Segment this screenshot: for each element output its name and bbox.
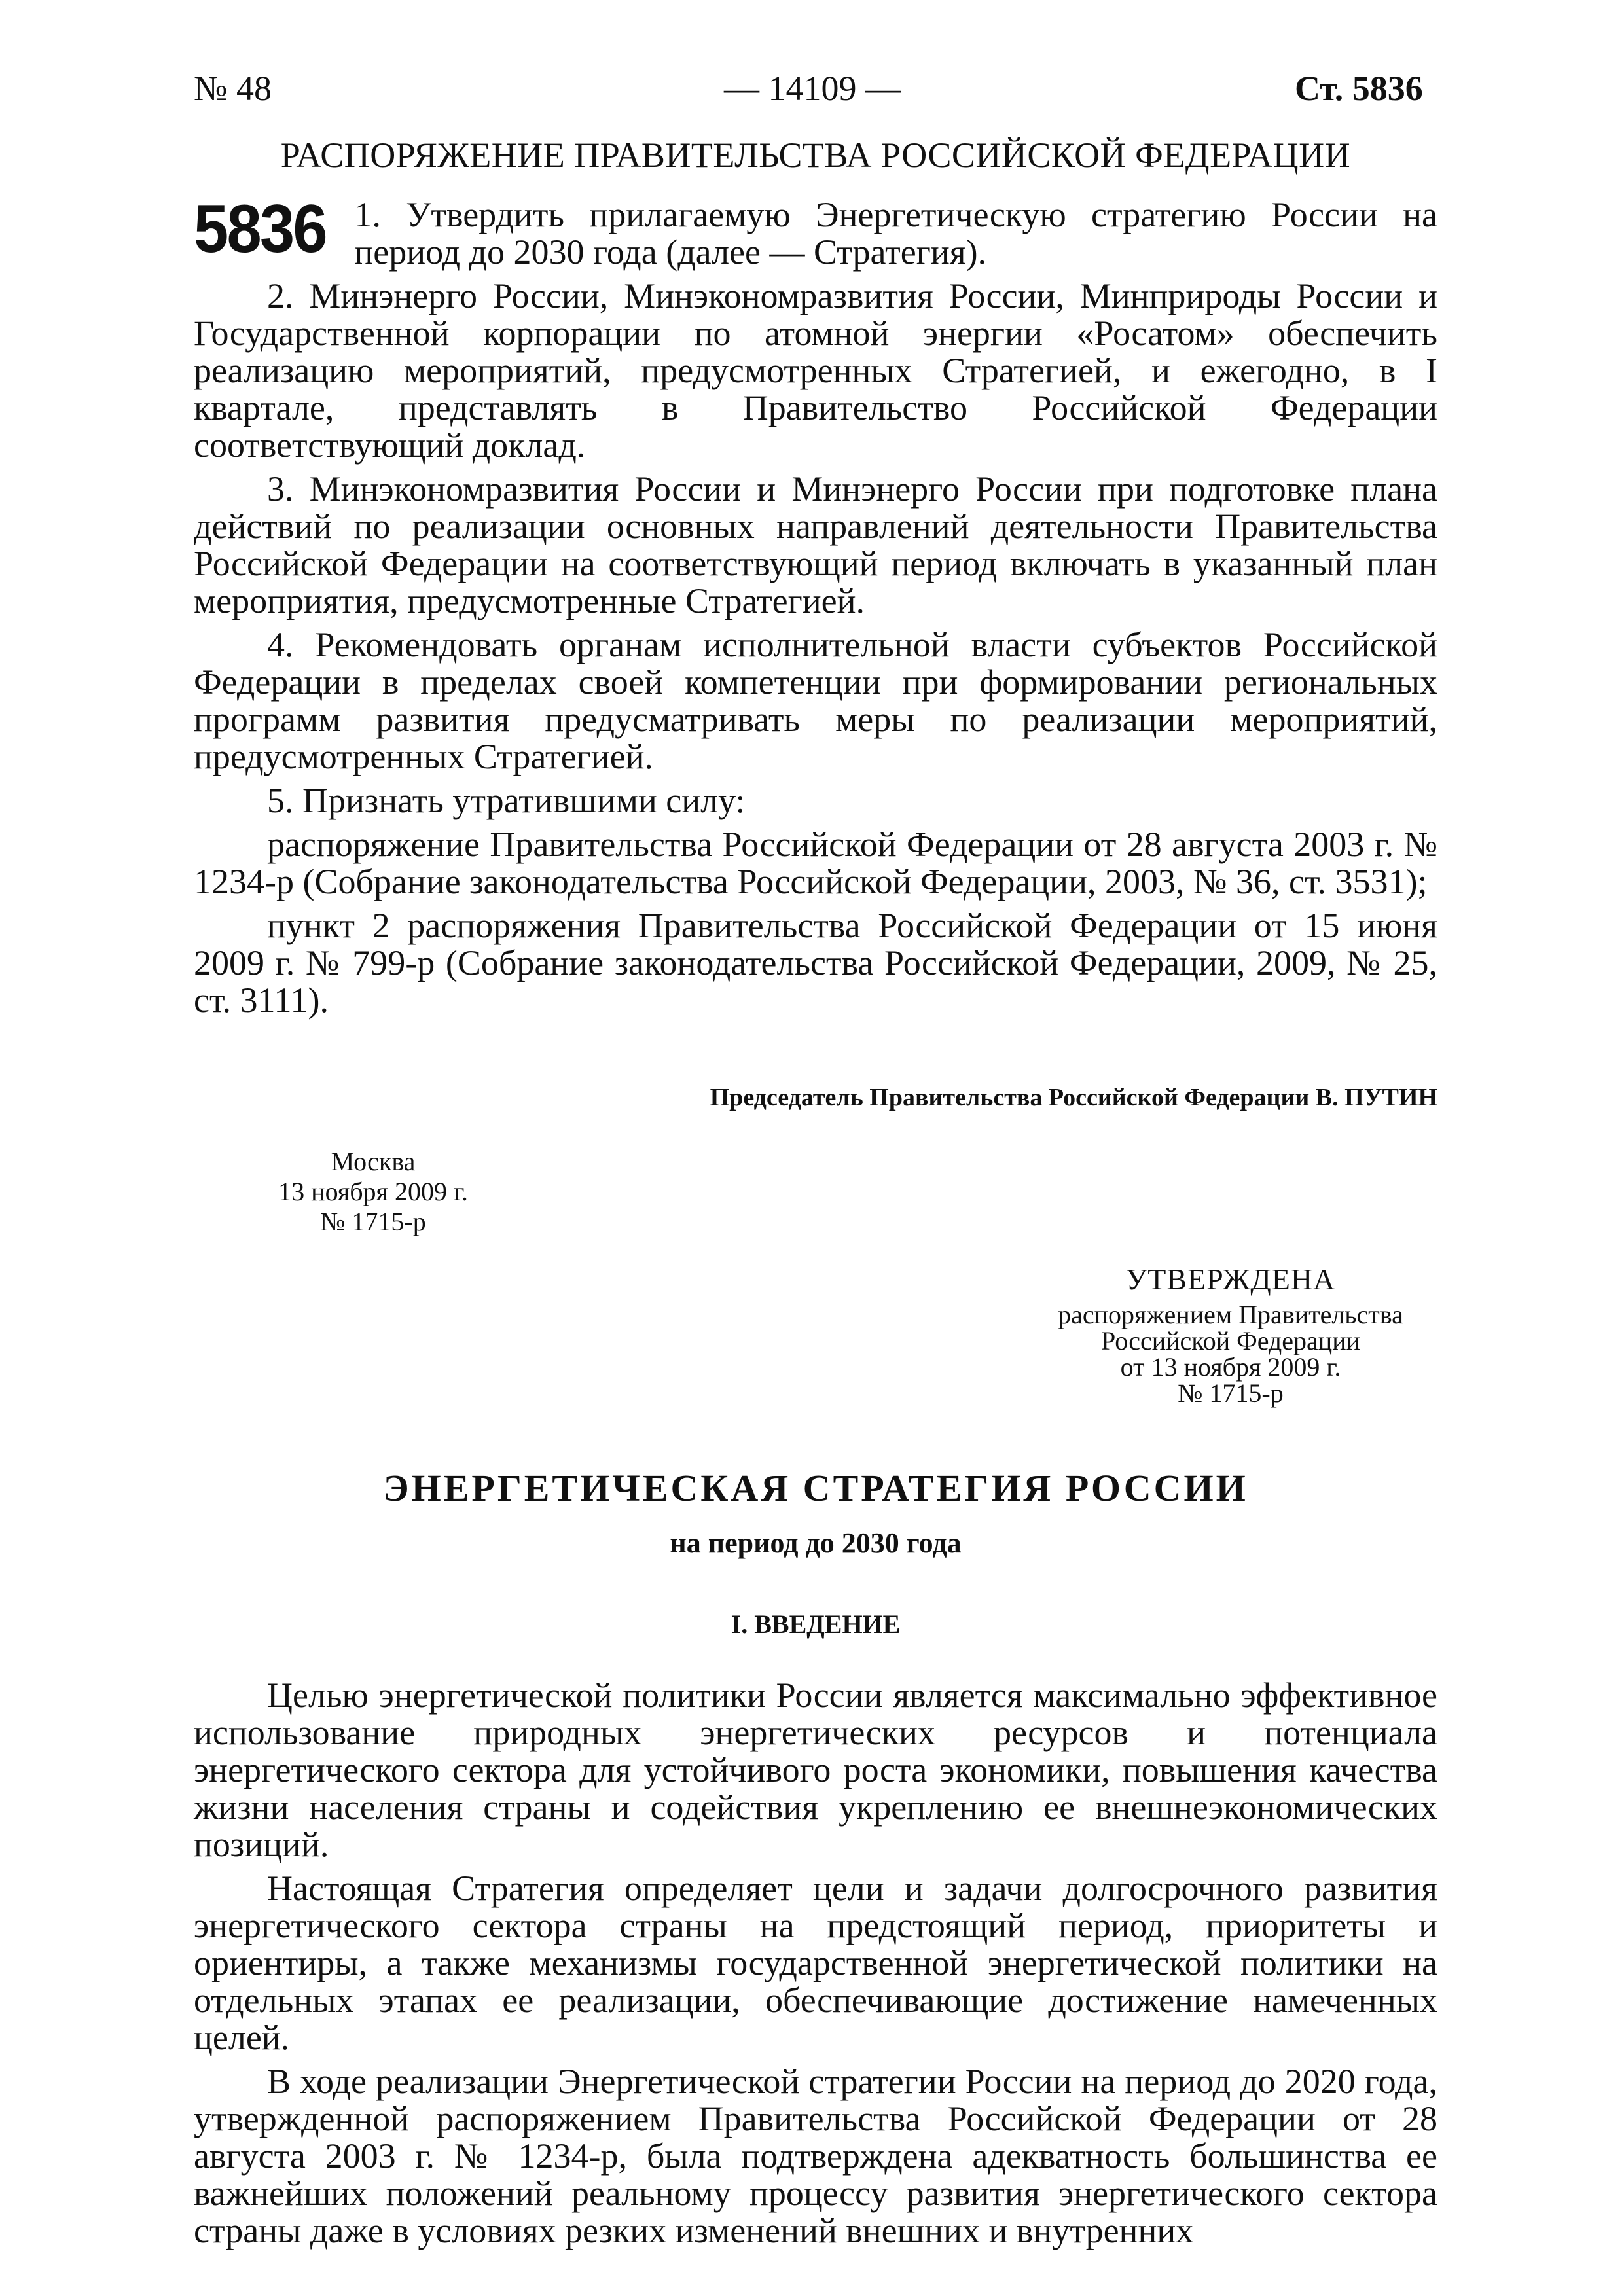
paragraph-4: 4. Рекомендовать органам исполнительной власти субъектов Российской Федерации в пределах своей компетенции при формировании региональных программ развития предусматривать меры по реализации мероприятий, предусмотренных Стратегией.	[194, 625, 1437, 776]
approval-line-4: № 1715-р	[1178, 1378, 1284, 1408]
paragraph-text: 1. Утвердить прилагаемую Энергетическую стратегию России на период до 2030 года (далее — Стратегия).	[354, 195, 1437, 272]
paragraph-1	[194, 191, 1437, 272]
paragraph-2: 2. Минэнерго России, Минэкономразвития России, Минприроды России и Государственной корпорации по атомной энергии «Росатом» обеспечить реализацию мероприятий, предусмотренных Стратегией, и ежегодно, в I квартале, представлять в Правительство Российской Федерации соответствующий доклад.	[194, 276, 1437, 465]
approval-title: УТВЕРЖДЕНА	[1125, 1263, 1336, 1296]
order-date: 13 ноября 2009 г.	[278, 1177, 468, 1206]
intro-paragraph-2: Настоящая Стратегия определяет цели и задачи долгосрочного развития энергетического сектора страны на предстоящий период, приоритеты и ориентиры, а также механизмы государственной энергетической политики на отдельных этапах ее реализации, обеспечивающие достижение намеченных целей.	[194, 1869, 1437, 2057]
issue-number: № 48	[194, 69, 272, 108]
strategy-title: ЭНЕРГЕТИЧЕСКАЯ СТРАТЕГИЯ РОССИИ	[383, 1467, 1248, 1509]
paragraph-3: 3. Минэкономразвития России и Минэнерго России при подготовке плана действий по реализации основных направлений деятельности Правительства Российской Федерации на соответствующий период включать в указанный план мероприятия, предусмотренные Стратегией.	[194, 469, 1437, 620]
approval-stamp	[1021, 1263, 1440, 1408]
intro-paragraph-1: Целью энергетической политики России является максимально эффективное использование природных энергетических ресурсов и потенциала энергетического сектора для устойчивого роста экономики, повышения качества жизни населения страны и содействия укреплению ее внешнеэкономических позиций.	[194, 1676, 1437, 1864]
paragraph-5-item-2: пункт 2 распоряжения Правительства Российской Федерации от 15 июня 2009 г. № 799-р (Собрание законодательства Российской Федерации, 2009, № 25, ст. 3111).	[194, 906, 1437, 1020]
order-body	[194, 191, 1437, 1026]
page-number: — 14109 —	[724, 69, 901, 108]
section-heading: I. ВВЕДЕНИЕ	[731, 1609, 901, 1639]
paragraph-5-item-1: распоряжение Правительства Российской Федерации от 28 августа 2003 г. № 1234-р (Собрание законодательства Российской Федерации, 2003, № 36, ст. 3531);	[194, 825, 1437, 901]
approval-line-3: от 13 ноября 2009 г.	[1120, 1352, 1341, 1382]
intro-paragraph-3: В ходе реализации Энергетической стратегии России на период до 2020 года, утвержденной распоряжением Правительства Российской Федерации от 28 августа 2003 г. № 1234-р, была подтверждена адекватность большинства ее важнейших положений реальному процессу развития энергетического сектора страны даже в условиях резких изменений внешних и внутренних	[194, 2062, 1437, 2250]
strategy-subtitle: на период до 2030 года	[670, 1527, 962, 1559]
order-number: № 1715-р	[320, 1207, 426, 1236]
city: Москва	[331, 1147, 416, 1176]
approval-line-1: распоряжением Правительства	[1058, 1300, 1403, 1329]
signature-line: Председатель Правительства Российской Федерации В. ПУТИН	[710, 1084, 1437, 1111]
place-date-block	[255, 1147, 491, 1237]
article-reference: Ст. 5836	[1295, 69, 1423, 108]
document-type-heading: РАСПОРЯЖЕНИЕ ПРАВИТЕЛЬСТВА РОССИЙСКОЙ ФЕДЕРАЦИИ	[280, 135, 1351, 175]
introduction-body	[194, 1677, 1437, 2256]
paragraph-5: 5. Признать утратившими силу:	[267, 781, 746, 820]
approval-line-2: Российской Федерации	[1100, 1326, 1361, 1355]
article-number: 5836	[194, 191, 326, 267]
